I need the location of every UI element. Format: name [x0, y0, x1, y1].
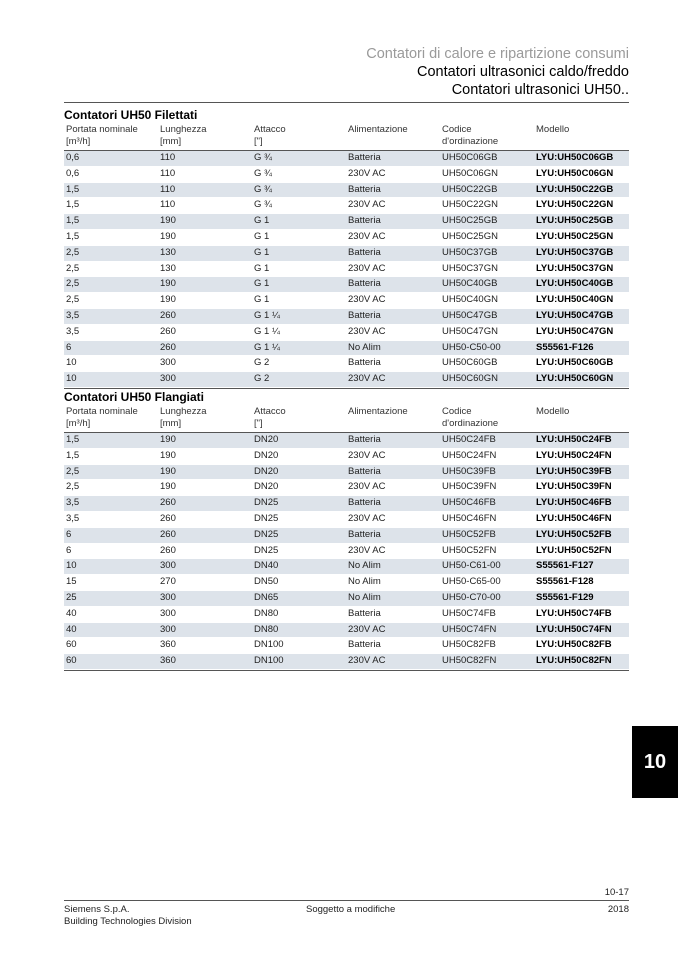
table-row: [64, 433, 629, 449]
table-cell: G 1 ¼: [254, 325, 280, 337]
table-cell: Batteria: [348, 357, 381, 369]
col-modello: Modello: [536, 124, 570, 135]
table-cell: LYU:UH50C82FB: [536, 639, 612, 651]
table-cell: LYU:UH50C37GB: [536, 246, 614, 258]
table-row: [64, 449, 629, 465]
table-cell: 10: [66, 373, 77, 385]
table-cell: 1,5: [66, 230, 80, 242]
table-cell: Batteria: [348, 278, 381, 290]
table-cell: Batteria: [348, 309, 381, 321]
table-row: [64, 372, 629, 388]
table-cell: 230V AC: [348, 230, 386, 242]
table-cell: 230V AC: [348, 199, 386, 211]
table-cell: UH50C22GB: [442, 183, 498, 195]
footer-year: 2018: [607, 904, 629, 915]
table-cell: 1,5: [66, 449, 80, 461]
section-flangiati: [64, 388, 629, 671]
table-cell: 230V AC: [348, 325, 386, 337]
col-lunghezza: Lunghezza [mm]: [160, 124, 207, 147]
table-cell: UH50-C50-00: [442, 341, 501, 353]
table-cell: Batteria: [348, 528, 381, 540]
table-cell: G 1 ¼: [254, 309, 280, 321]
table-row: [64, 496, 629, 512]
table-header: [64, 124, 629, 151]
table-cell: 190: [160, 481, 176, 493]
col-codice: Codice d'ordinazione: [442, 124, 499, 147]
table-cell: UH50C46FN: [442, 512, 497, 524]
table-cell: UH50C40GB: [442, 278, 498, 290]
table-cell: UH50C39FB: [442, 465, 496, 477]
table-cell: 1,5: [66, 183, 80, 195]
table-cell: Batteria: [348, 607, 381, 619]
table-header: [64, 406, 629, 433]
table-cell: 260: [160, 528, 176, 540]
page-number: 10-17: [604, 887, 629, 898]
header-product: Contatori ultrasonici UH50..: [451, 82, 629, 98]
table-cell: UH50C40GN: [442, 294, 498, 306]
table-cell: DN100: [254, 655, 284, 667]
table-cell: 6: [66, 544, 72, 556]
table-cell: UH50C74FN: [442, 623, 497, 635]
table-cell: G 1: [254, 246, 270, 258]
table-cell: G 1 ¼: [254, 341, 280, 353]
table-cell: G 2: [254, 373, 270, 385]
header-category: Contatori di calore e ripartizione consumi: [366, 46, 629, 62]
table-cell: 300: [160, 607, 176, 619]
table-end-line: [64, 670, 629, 671]
table-cell: UH50C60GB: [442, 357, 498, 369]
table-cell: LYU:UH50C22GN: [536, 199, 614, 211]
table-cell: UH50C06GB: [442, 152, 498, 163]
table-cell: G ¾: [254, 167, 272, 179]
table-cell: 10: [66, 357, 77, 369]
table-cell: LYU:UH50C46FN: [536, 512, 612, 524]
table-cell: 2,5: [66, 465, 80, 477]
table-cell: DN20: [254, 465, 279, 477]
table-cell: Batteria: [348, 215, 381, 227]
table-cell: 230V AC: [348, 544, 386, 556]
col-portata: Portata nominale [m³/h]: [66, 406, 138, 429]
table-cell: 360: [160, 639, 176, 651]
table-cell: 1,5: [66, 215, 80, 227]
table-row: [64, 465, 629, 481]
table-row: [64, 356, 629, 372]
table-cell: 3,5: [66, 309, 80, 321]
footer-divider: [64, 900, 629, 901]
header-divider: [64, 102, 629, 103]
table-cell: UH50C25GN: [442, 230, 498, 242]
table-cell: UH50C06GN: [442, 167, 498, 179]
table-cell: UH50C82FN: [442, 655, 497, 667]
table-cell: LYU:UH50C74FN: [536, 623, 612, 635]
table-row: [64, 341, 629, 357]
table-row: [64, 262, 629, 278]
table-cell: LYU:UH50C39FB: [536, 465, 612, 477]
table-cell: 260: [160, 544, 176, 556]
table-cell: No Alim: [348, 576, 381, 588]
table-cell: 60: [66, 639, 77, 651]
table-cell: 130: [160, 262, 176, 274]
table-cell: 3,5: [66, 325, 80, 337]
table-row: [64, 277, 629, 293]
table-row: [64, 575, 629, 591]
table-cell: DN25: [254, 512, 279, 524]
table-body: [64, 433, 629, 670]
table-cell: LYU:UH50C52FB: [536, 528, 612, 540]
section-title: Contatori UH50 Flangiati: [64, 390, 205, 404]
table-cell: UH50C82FB: [442, 639, 496, 651]
table-cell: DN80: [254, 623, 279, 635]
table-cell: 25: [66, 591, 77, 603]
table-cell: 230V AC: [348, 449, 386, 461]
table-cell: LYU:UH50C47GB: [536, 309, 614, 321]
table-cell: DN100: [254, 639, 284, 651]
col-attacco: Attacco ["]: [254, 406, 286, 429]
table-cell: 260: [160, 325, 176, 337]
table-cell: G 2: [254, 357, 270, 369]
table-cell: 0,6: [66, 152, 80, 163]
col-codice: Codice d'ordinazione: [442, 406, 499, 429]
table-cell: UH50C24FB: [442, 434, 496, 445]
table-row: [64, 591, 629, 607]
table-cell: LYU:UH50C24FN: [536, 449, 612, 461]
table-cell: DN20: [254, 481, 279, 493]
table-row: [64, 480, 629, 496]
table-cell: LYU:UH50C40GN: [536, 294, 614, 306]
table-cell: UH50C60GN: [442, 373, 498, 385]
table-cell: 2,5: [66, 278, 80, 290]
table-cell: DN40: [254, 560, 279, 572]
table-cell: UH50-C70-00: [442, 591, 501, 603]
table-row: [64, 230, 629, 246]
footer-company: [64, 904, 192, 928]
table-cell: 40: [66, 607, 77, 619]
table-cell: 230V AC: [348, 481, 386, 493]
table-cell: G ¾: [254, 183, 272, 195]
table-row: [64, 607, 629, 623]
section-title: Contatori UH50 Filettati: [64, 108, 198, 122]
table-cell: DN50: [254, 576, 279, 588]
table-cell: LYU:UH50C06GN: [536, 167, 614, 179]
table-cell: LYU:UH50C52FN: [536, 544, 612, 556]
table-cell: S55561-F126: [536, 341, 594, 353]
table-cell: LYU:UH50C24FB: [536, 434, 612, 445]
table-cell: G 1: [254, 278, 270, 290]
table-row: [64, 198, 629, 214]
table-cell: Batteria: [348, 497, 381, 509]
table-cell: 230V AC: [348, 655, 386, 667]
table-cell: Batteria: [348, 183, 381, 195]
table-cell: UH50-C61-00: [442, 560, 501, 572]
table-cell: UH50C46FB: [442, 497, 496, 509]
footer-notice: Soggetto a modifiche: [306, 904, 396, 915]
table-cell: 300: [160, 623, 176, 635]
table-cell: G 1: [254, 230, 270, 242]
table-cell: 190: [160, 434, 176, 445]
table-cell: UH50C22GN: [442, 199, 498, 211]
table-cell: 300: [160, 373, 176, 385]
table-cell: 230V AC: [348, 373, 386, 385]
table-cell: 260: [160, 341, 176, 353]
table-cell: 2,5: [66, 262, 80, 274]
table-cell: 15: [66, 576, 77, 588]
table-cell: UH50C39FN: [442, 481, 497, 493]
col-portata: Portata nominale [m³/h]: [66, 124, 138, 147]
table-cell: 130: [160, 246, 176, 258]
table-cell: 1,5: [66, 434, 80, 445]
table-cell: DN25: [254, 528, 279, 540]
table-cell: DN20: [254, 449, 279, 461]
table-row: [64, 309, 629, 325]
table-cell: DN80: [254, 607, 279, 619]
table-cell: 190: [160, 278, 176, 290]
table-cell: 260: [160, 512, 176, 524]
table-row: [64, 167, 629, 183]
header-subcategory: Contatori ultrasonici caldo/freddo: [417, 64, 629, 80]
table-cell: Batteria: [348, 246, 381, 258]
table-row: [64, 246, 629, 262]
table-cell: LYU:UH50C25GN: [536, 230, 614, 242]
table-cell: UH50C74FB: [442, 607, 496, 619]
table-row: [64, 623, 629, 639]
table-cell: UH50C47GN: [442, 325, 498, 337]
table-row: [64, 512, 629, 528]
table-row: [64, 151, 629, 167]
table-cell: No Alim: [348, 341, 381, 353]
table-cell: 230V AC: [348, 294, 386, 306]
table-cell: 360: [160, 655, 176, 667]
table-cell: LYU:UH50C46FB: [536, 497, 612, 509]
table-row: [64, 654, 629, 670]
table-cell: 6: [66, 528, 72, 540]
table-cell: UH50C25GB: [442, 215, 498, 227]
table-cell: 300: [160, 591, 176, 603]
table-cell: DN65: [254, 591, 279, 603]
table-cell: LYU:UH50C06GB: [536, 152, 614, 163]
table-cell: UH50C37GN: [442, 262, 498, 274]
table-cell: UH50C47GB: [442, 309, 498, 321]
table-cell: Batteria: [348, 434, 381, 445]
table-cell: 110: [160, 152, 176, 163]
section-filettati: [64, 106, 629, 389]
table-cell: 6: [66, 341, 72, 353]
table-cell: 2,5: [66, 294, 80, 306]
table-cell: G ¾: [254, 199, 272, 211]
table-cell: 110: [160, 199, 176, 211]
table-row: [64, 183, 629, 199]
table-cell: Batteria: [348, 465, 381, 477]
table-cell: 2,5: [66, 481, 80, 493]
table-row: [64, 528, 629, 544]
col-lunghezza: Lunghezza [mm]: [160, 406, 207, 429]
table-cell: 110: [160, 167, 176, 179]
table-cell: LYU:UH50C25GB: [536, 215, 614, 227]
table-cell: LYU:UH50C39FN: [536, 481, 612, 493]
table-cell: LYU:UH50C22GB: [536, 183, 614, 195]
table-cell: G 1: [254, 294, 270, 306]
table-cell: LYU:UH50C60GB: [536, 357, 614, 369]
table-cell: LYU:UH50C47GN: [536, 325, 614, 337]
col-alimentazione: Alimentazione: [348, 406, 408, 417]
table-cell: S55561-F127: [536, 560, 594, 572]
table-cell: 0,6: [66, 167, 80, 179]
table-cell: UH50C37GB: [442, 246, 498, 258]
col-attacco: Attacco ["]: [254, 124, 286, 147]
table-row: [64, 214, 629, 230]
table-cell: LYU:UH50C74FB: [536, 607, 612, 619]
table-cell: DN25: [254, 544, 279, 556]
table-cell: 300: [160, 560, 176, 572]
table-row: [64, 638, 629, 654]
table-cell: 190: [160, 215, 176, 227]
table-cell: LYU:UH50C40GB: [536, 278, 614, 290]
table-cell: No Alim: [348, 591, 381, 603]
table-cell: 230V AC: [348, 512, 386, 524]
table-cell: 230V AC: [348, 167, 386, 179]
col-alimentazione: Alimentazione: [348, 124, 408, 135]
table-row: [64, 544, 629, 560]
chapter-tab: 10: [632, 726, 678, 798]
table-cell: 300: [160, 357, 176, 369]
table-cell: 260: [160, 497, 176, 509]
table-cell: DN20: [254, 434, 279, 445]
table-cell: 190: [160, 230, 176, 242]
table-cell: 190: [160, 465, 176, 477]
company-name: Siemens S.p.A.: [64, 904, 130, 915]
table-cell: DN25: [254, 497, 279, 509]
table-cell: Batteria: [348, 639, 381, 651]
table-cell: G 1: [254, 262, 270, 274]
table-cell: UH50-C65-00: [442, 576, 501, 588]
table-cell: 270: [160, 576, 176, 588]
division-name: Building Technologies Division: [64, 916, 192, 927]
table-cell: No Alim: [348, 560, 381, 572]
table-cell: S55561-F129: [536, 591, 594, 603]
table-cell: 2,5: [66, 246, 80, 258]
table-cell: 230V AC: [348, 623, 386, 635]
table-cell: LYU:UH50C60GN: [536, 373, 614, 385]
table-cell: 40: [66, 623, 77, 635]
table-cell: 190: [160, 294, 176, 306]
table-cell: UH50C52FN: [442, 544, 497, 556]
table-cell: G ¾: [254, 152, 272, 163]
table-cell: 60: [66, 655, 77, 667]
table-cell: LYU:UH50C37GN: [536, 262, 614, 274]
table-row: [64, 559, 629, 575]
table-cell: 3,5: [66, 497, 80, 509]
table-cell: 260: [160, 309, 176, 321]
table-cell: UH50C24FN: [442, 449, 497, 461]
table-cell: G 1: [254, 215, 270, 227]
table-cell: LYU:UH50C82FN: [536, 655, 612, 667]
table-row: [64, 293, 629, 309]
table-cell: 230V AC: [348, 262, 386, 274]
table-row: [64, 325, 629, 341]
table-cell: 110: [160, 183, 176, 195]
col-modello: Modello: [536, 406, 570, 417]
table-cell: 1,5: [66, 199, 80, 211]
table-cell: 3,5: [66, 512, 80, 524]
page-header: [366, 45, 629, 99]
table-cell: UH50C52FB: [442, 528, 496, 540]
table-cell: Batteria: [348, 152, 381, 163]
table-cell: 10: [66, 560, 77, 572]
table-cell: 190: [160, 449, 176, 461]
table-body: [64, 151, 629, 388]
table-cell: S55561-F128: [536, 576, 594, 588]
